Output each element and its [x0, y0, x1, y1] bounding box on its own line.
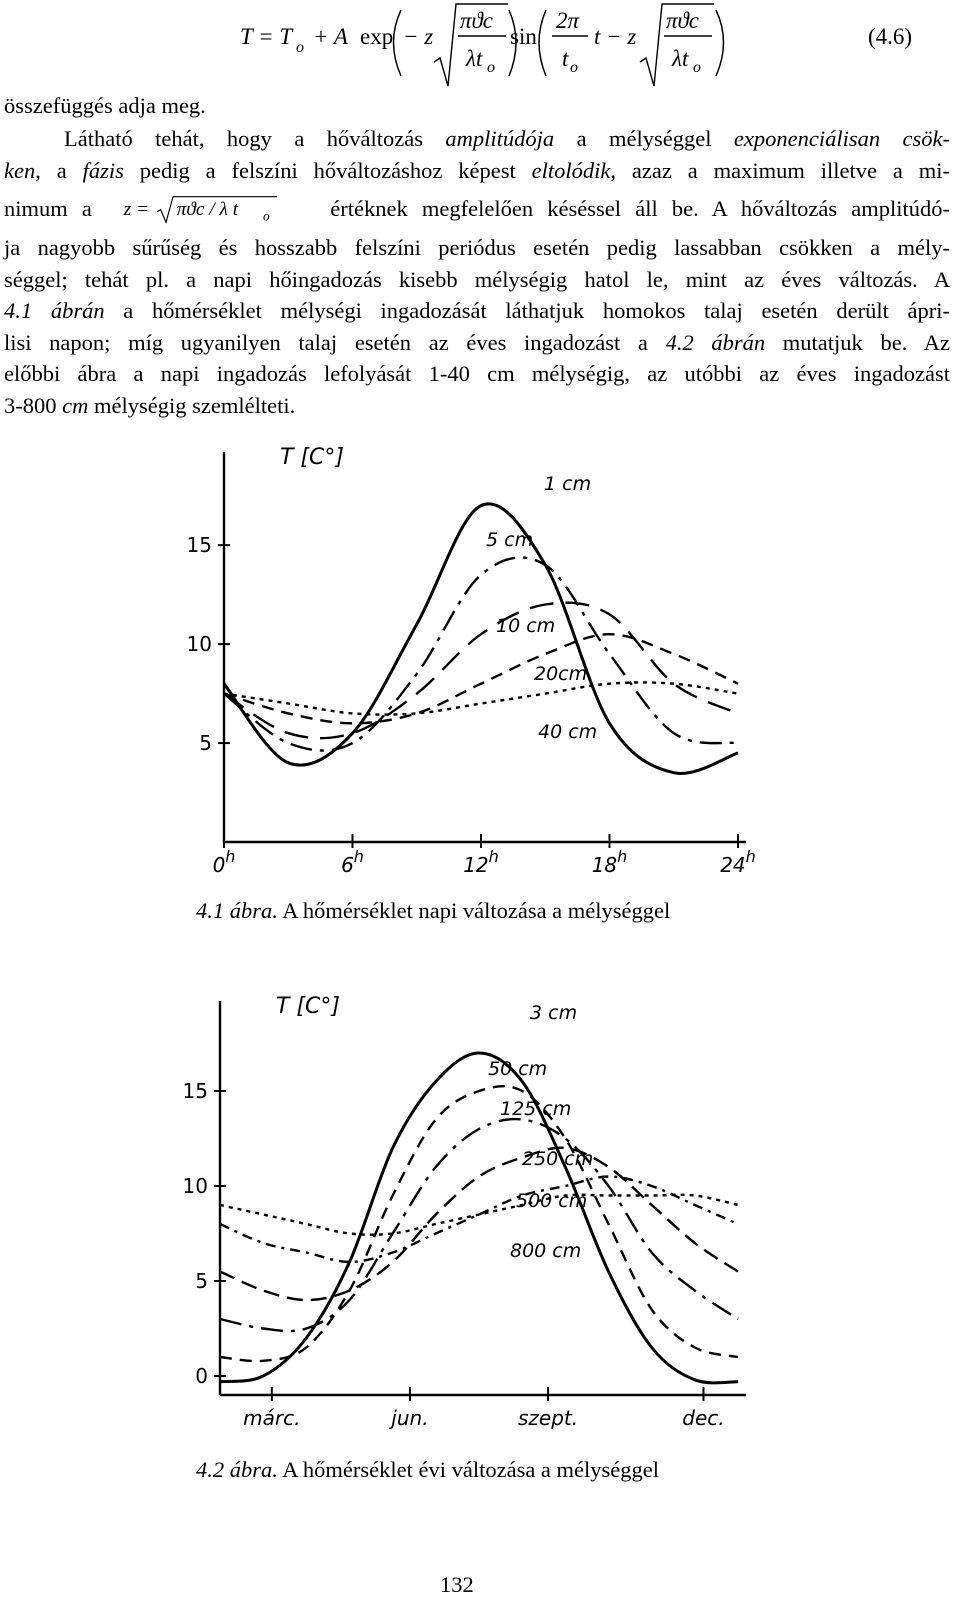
y-axis-label: T [C°] — [280, 445, 344, 470]
figure-4-1-caption: 4.1 ábra. A hőmérséklet napi változása a mélységgel — [196, 898, 671, 923]
series-label: 10 cm — [496, 615, 556, 637]
series-label: 5 cm — [486, 529, 534, 551]
series-line-800cm — [220, 1195, 738, 1235]
x-tick-label: 24$^h$ — [720, 847, 756, 877]
paragraph-body — [4, 123, 950, 421]
formula-sin: sin — [510, 24, 537, 49]
formula-t0-sub: o — [570, 59, 578, 76]
formula-num-1: πϑc — [460, 8, 494, 33]
text-line: nimum a z = πϑc / λ t o értéknek megfelelően késéssel áll be. A hőváltozás amplitúdó- — [4, 196, 950, 224]
inline-formula-z — [106, 194, 316, 224]
paragraph-intro — [4, 90, 950, 122]
series-line-50cm — [220, 1086, 738, 1361]
equation-number: (4.6) — [868, 24, 913, 49]
formula-den-2: λt — [672, 46, 689, 71]
series-label: 250 cm — [522, 1148, 594, 1170]
x-tick-label: dec. — [682, 1406, 725, 1430]
series-label: 125 cm — [500, 1098, 572, 1120]
series-line-20cm — [224, 634, 738, 723]
page-number: 132 — [440, 1572, 474, 1597]
y-tick-label: 0 — [195, 1364, 208, 1388]
x-tick-label: 18$^h$ — [591, 847, 628, 877]
series-label: 20cm — [534, 663, 588, 685]
text-line: Látható tehát, hogy a hőváltozás amplitúdója a mélységgel exponenciálisan csök- — [64, 126, 950, 151]
text-line: lisi napon; míg ugyanilyen talaj esetén az éves ingadozást a 4.2 ábrán mutatjuk be. Az — [4, 329, 950, 355]
series-line-500cm — [220, 1177, 738, 1263]
y-tick-label: 15 — [186, 533, 212, 558]
formula-den-1-sub: o — [487, 59, 495, 76]
series-label: 800 cm — [510, 1240, 582, 1262]
x-tick-label: szept. — [518, 1406, 579, 1430]
formula-den-2-sub: o — [693, 59, 701, 76]
x-tick-label: 6$^h$ — [341, 847, 364, 877]
series-line-40cm — [224, 682, 738, 714]
series-line-1cm — [224, 504, 738, 774]
formula-t0: t — [562, 46, 569, 71]
y-tick-label: 15 — [182, 1079, 208, 1103]
series-label: 1 cm — [544, 473, 592, 495]
text-line: 3-800 cm mélységig szemlélteti. — [4, 392, 296, 418]
svg-text:o: o — [263, 208, 270, 224]
series-label: 3 cm — [530, 1002, 578, 1024]
text-line: séggel; tehát pl. a napi hőingadozás kisebb mélységig hatol le, mint az éves változás. A — [4, 266, 950, 292]
x-tick-label: 0$^h$ — [212, 847, 236, 877]
formula-exp: exp — [360, 24, 394, 49]
text-line: előbbi ábra a napi ingadozás lefolyását 1-40 cm mélységig, az utóbbi az éves ingadozást — [4, 361, 950, 386]
series-line-10cm — [224, 603, 738, 738]
formula-plus-a: + A — [313, 24, 348, 49]
formula-minus-z: − z — [403, 24, 434, 49]
y-tick-label: 10 — [182, 1174, 208, 1198]
chart-daily-temperature — [176, 436, 758, 896]
y-tick-label: 5 — [195, 1269, 208, 1293]
figure-4-2-caption: 4.2 ábra. A hőmérséklet évi változása a mélységgel — [196, 1457, 660, 1482]
formula-num-2: πϑc — [666, 8, 700, 33]
x-tick-label: 12$^h$ — [463, 847, 499, 877]
figure-4-2 — [176, 985, 758, 1453]
series-label: 500 cm — [516, 1190, 588, 1212]
formula-4-6 — [0, 0, 960, 90]
x-tick-label: jun. — [391, 1406, 429, 1430]
figure-4-1 — [176, 436, 758, 896]
svg-text:z =: z = — [123, 199, 150, 221]
formula-two-pi: 2π — [556, 8, 580, 33]
text-line: ja nagyobb sűrűség és hosszabb felszíni periódus esetén pedig lassabban csökken a mély- — [4, 235, 950, 260]
formula-lhs-sub: o — [296, 39, 304, 56]
y-axis-label: T [C°] — [276, 994, 340, 1019]
formula-lhs: T = T — [240, 24, 293, 49]
series-label: 50 cm — [488, 1058, 548, 1080]
chart-annual-temperature — [176, 985, 758, 1453]
formula-den-1: λt — [466, 46, 483, 71]
svg-text:πϑc / λ t: πϑc / λ t — [176, 199, 239, 221]
text-line: összefüggés adja meg. — [4, 93, 206, 118]
series-label: 40 cm — [538, 721, 598, 743]
series-line-3cm — [220, 1053, 738, 1383]
series-line-250cm — [220, 1148, 738, 1300]
text-line: 4.1 ábrán a hőmérséklet mélységi ingadozását láthatjuk homokos talaj esetén derült ápri- — [4, 298, 950, 323]
text-line: ken, a fázis pedig a felszíni hőváltozáshoz képest eltolódik, azaz a maximum illetve a mi- — [4, 157, 951, 183]
y-tick-label: 10 — [186, 632, 212, 657]
y-tick-label: 5 — [199, 731, 212, 756]
x-tick-label: márc. — [243, 1406, 301, 1430]
formula-t-minus-z: t − z — [594, 24, 637, 49]
series-line-5cm — [224, 557, 738, 750]
